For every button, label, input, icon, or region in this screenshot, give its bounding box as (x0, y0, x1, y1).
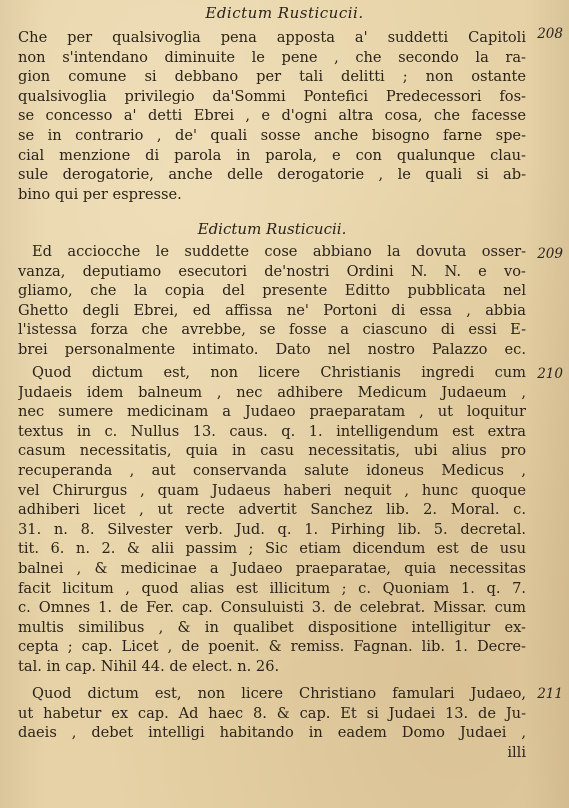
text-line: Judaeis idem balneum , nec adhibere Medicum Judaeum , (18, 383, 526, 401)
text-line: se concesso a' detti Ebrei , e d'ogni altra cosa, che facesse (18, 107, 526, 125)
text-line: Che per qualsivoglia pena apposta a' suddetti Capitoli (18, 29, 526, 46)
text-line: c. Omnes 1. de Fer. cap. Consuluisti 3. de celebrat. Missar. cum (18, 599, 526, 617)
text-line: non s'intendano diminuite le pene , che secondo la ra- (18, 48, 526, 66)
text-line: casum necessitatis, quia in casu necessitatis, ubi alius pro (18, 442, 526, 460)
text-line: tal. in cap. Nihil 44. de elect. n. 26. (18, 657, 280, 675)
text-line: sule derogatorie, anche delle derogatorie , le quali si ab- (18, 166, 526, 184)
text-line: ut habetur ex cap. Ad haec 8. & cap. Et si Judaei 13. de Ju- (18, 704, 526, 722)
text-line: bino qui per espresse. (18, 185, 182, 203)
text-line: gion comune si debbano per tali delitti ; non ostante (18, 68, 526, 86)
text-line: vanza, deputiamo esecutori de'nostri Ordini N. N. e vo- (18, 262, 526, 280)
text-line: gliamo, che la copia del presente Editto pubblicata nel (18, 282, 526, 300)
catchword: illi (507, 743, 526, 761)
text-line: l'istessa forza che avrebbe, se fosse a ciascuno di essi E- (18, 321, 526, 339)
margin-number: 210 (537, 366, 563, 382)
text-line: tit. 6. n. 2. & alii passim ; Sic etiam dicendum est de usu (18, 540, 526, 558)
paragraph-2 (18, 220, 526, 360)
paragraph-1 (18, 28, 526, 204)
margin-number: 209 (537, 246, 563, 262)
text-line: textus in c. Nullus 13. caus. q. 1. intelligendum est extra (18, 422, 526, 440)
text-line: qualsivoglia privilegio da'Sommi Pontefici Predecessori fos- (18, 87, 526, 105)
text-line: Ghetto degli Ebrei, ed affissa ne' Portoni di essa , abbia (18, 301, 526, 319)
text-line: recuperanda , aut conservanda salute idoneus Medicus , (18, 461, 526, 479)
text-line: Quod dictum est, non licere Christianis ingredi cum (32, 364, 526, 381)
text-line: nec sumere medicinam a Judaeo praeparatam , ut loquitur (18, 403, 526, 421)
text-line: adhiberi licet , ut recte advertit Sanchez lib. 2. Moral. c. (18, 501, 526, 519)
text-line: cepta ; cap. Licet , de poenit. & remiss. Fagnan. lib. 1. Decre- (18, 638, 526, 656)
text-line: se in contrario , de' quali sosse anche bisogno farne spe- (18, 126, 526, 144)
margin-number: 211 (537, 686, 563, 702)
margin-number: 208 (537, 26, 563, 42)
text-line: daeis , debet intelligi habitando in eadem Domo Judaei , (18, 724, 526, 742)
text-line: vel Chirurgus , quam Judaeus haberi nequit , hunc quoque (18, 481, 526, 499)
paragraph-3 (18, 363, 526, 677)
text-line: Quod dictum est, non licere Christiano famulari Judaeo, (32, 685, 526, 702)
text-line: brei personalmente intimato. Dato nel nostro Palazzo ec. (18, 340, 526, 358)
text-line: balnei , & medicinae a Judaeo praeparatae, quia necessitas (18, 559, 526, 577)
text-line: multis similibus , & in qualibet dispositione intelligitur ex- (18, 618, 526, 636)
text-line: facit licitum , quod alias est illicitum ; c. Quoniam 1. q. 7. (18, 579, 526, 597)
text-line: cial menzione di parola in parola, e con qualunque clau- (18, 146, 526, 164)
text-line: Ed acciocche le suddette cose abbiano la dovuta osser- (32, 243, 526, 260)
text-line: 31. n. 8. Silvester verb. Jud. q. 1. Pirhing lib. 5. decretal. (18, 520, 526, 538)
section-title: Edictum Rusticucii. (197, 220, 347, 238)
paragraph-4 (18, 684, 526, 762)
running-head: Edictum Rusticucii. (205, 4, 364, 22)
